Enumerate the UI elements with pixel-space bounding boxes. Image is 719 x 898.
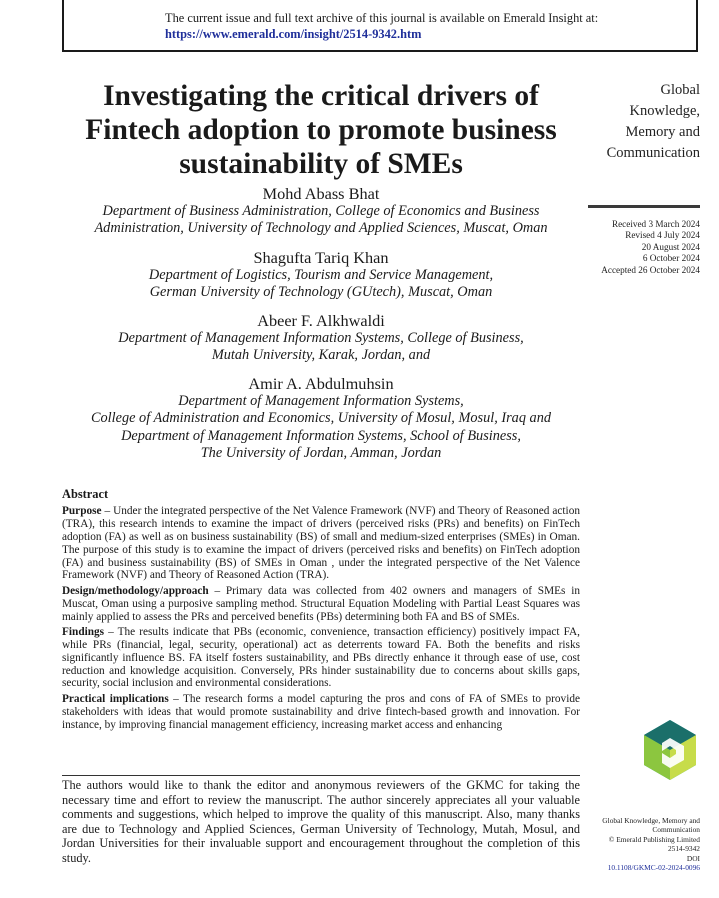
publisher-logo-icon <box>640 718 700 788</box>
doi-label: DOI <box>686 853 700 863</box>
purpose-text: – Under the integrated perspective of the Net Valence Framework (NVF) and Theory of Reasoned action (TRA), this research intends to examine the impact of drivers (perceived risks (PRs) and benefits) on FinTech adoption (FA) as well as on business sustainability (BS) of small and medium-sized enterprises (SMEs) in Oman. The purpose of this study is to examine the impact of drivers (perceived risks and benefits) on FinTech adoption (FA) and business sustainability (BS) of SMEs in Oman , under the integrated perspective of the Net Valence Framework (NVF) and Theory of Reasoned Action (TRA). <box>62 504 580 582</box>
author-affiliation: Department of Logistics, Tourism and Service Management, <box>148 267 494 283</box>
article-title <box>60 79 582 181</box>
purpose-label: Purpose <box>62 504 102 517</box>
author-affiliation: College of Administration and Economics, University of Mosul, Mosul, Iraq and <box>91 410 551 427</box>
pubinfo-copyright: © Emerald Publishing Limited <box>608 834 700 844</box>
findings-label: Findings <box>62 625 105 638</box>
author-affiliation: Department of Management Information Systems, School of Business, <box>121 427 521 444</box>
title-line: Investigating the critical drivers of <box>103 80 539 112</box>
practical-label: Practical implications <box>62 692 169 705</box>
design-text: – Primary data was collected from 402 owners and managers of SMEs in Muscat, Oman using a purposive sampling method. Structural Equation Modeling with Partial Least Squares was mainly applied to assess the PRs and perceived benefits (PBs) determining both FA and BS of SMEs. <box>62 584 580 623</box>
abstract-practical <box>62 693 580 732</box>
author-name: Abeer F. Alkhwaldi <box>257 311 385 330</box>
author-affiliation: Mutah University, Karak, Jordan, and <box>211 347 431 364</box>
author-block <box>60 248 582 302</box>
date-accepted: Accepted 26 October 2024 <box>601 264 700 275</box>
article-dates <box>570 219 700 276</box>
date-received: Received 3 March 2024 <box>611 219 700 229</box>
author-name: Mohd Abass Bhat <box>262 184 380 203</box>
journal-name-line: Global <box>660 82 700 98</box>
author-affiliation: Department of Management Information Systems, <box>178 393 464 409</box>
practical-text: – The research forms a model capturing the pros and cons of FA of SMEs to provide stakeholders with ideas that would promote sustainability and drive fintech-based growth and innovation. For instance, by improving financial management efficiency, increasing market access and enhancing <box>62 692 580 731</box>
author-name: Shagufta Tariq Khan <box>253 248 389 267</box>
journal-name <box>560 80 700 164</box>
author-affiliation: The University of Jordan, Amman, Jordan <box>200 444 442 461</box>
author-affiliation: Administration, University of Technology and Applied Sciences, Muscat, Oman <box>94 220 548 237</box>
date-revised: 20 August 2024 <box>641 241 700 252</box>
title-line: sustainability of SMEs <box>179 148 463 180</box>
design-label: Design/methodology/approach <box>62 584 209 597</box>
pubinfo-issn: 2514-9342 <box>667 844 700 854</box>
acknowledgement-text: The authors would like to thank the editor and anonymous reviewers of the GKMC for taking the necessary time and effort to review the manuscript. The author sincerely appreciates all your valuable comments and suggestions, which helped to improve the quality of this manuscript. Also, many thanks are due to Technology and Applied Sciences, German University of Technology, Mutah, Mosul, and Jordan Universities for their invaluable support and encouragement throughout the completion of this study. <box>62 778 580 865</box>
journal-name-line: Communication <box>606 145 700 161</box>
side-divider <box>588 205 700 208</box>
date-revised: 6 October 2024 <box>642 253 700 264</box>
journal-notice-box <box>62 0 698 52</box>
publication-info <box>550 816 700 872</box>
abstract-findings <box>62 626 580 691</box>
abstract-section <box>62 488 580 734</box>
doi-link[interactable]: 10.1108/GKMC-02-2024-0096 <box>607 863 700 873</box>
title-line: Fintech adoption to promote business <box>85 114 557 146</box>
footnote-divider <box>62 775 580 776</box>
abstract-design <box>62 585 580 624</box>
author-affiliation: Department of Management Information Systems, College of Business, <box>118 330 524 346</box>
notice-text: The current issue and full text archive of this journal is available on Emerald Insight at: <box>165 11 599 25</box>
journal-name-line: Memory and <box>625 124 700 140</box>
abstract-purpose <box>62 505 580 582</box>
findings-text: – The results indicate that PBs (economic, convenience, transaction efficiency) positively impact FA, while PRs (financial, legal, security, operational) act as deterrents toward FA. Both the benefits and risks significantly influence BS. FA itself fosters sustainability, and PBs directly enhance it through ease of use, cost reduction and knowledge acquisition. Conversely, PRs hinder sustainability due to concerns about skills gaps, security, social inclusion and environmental considerations. <box>62 625 580 690</box>
author-affiliation: German University of Technology (GUtech), Muscat, Oman <box>149 284 493 301</box>
notice-url-link[interactable]: https://www.emerald.com/insight/2514-9342.htm <box>165 27 422 41</box>
author-affiliation: Department of Business Administration, College of Economics and Business <box>102 203 540 219</box>
date-revised: Revised 4 July 2024 <box>625 230 700 241</box>
author-block <box>60 311 582 365</box>
pubinfo-journal: Communication <box>652 825 700 835</box>
author-block <box>60 374 582 462</box>
journal-name-line: Knowledge, <box>629 103 700 119</box>
author-name: Amir A. Abdulmuhsin <box>248 374 394 393</box>
pubinfo-doi <box>550 854 700 873</box>
abstract-heading: Abstract <box>62 487 109 501</box>
author-block <box>60 184 582 238</box>
pubinfo-journal: Global Knowledge, Memory and <box>602 816 700 825</box>
